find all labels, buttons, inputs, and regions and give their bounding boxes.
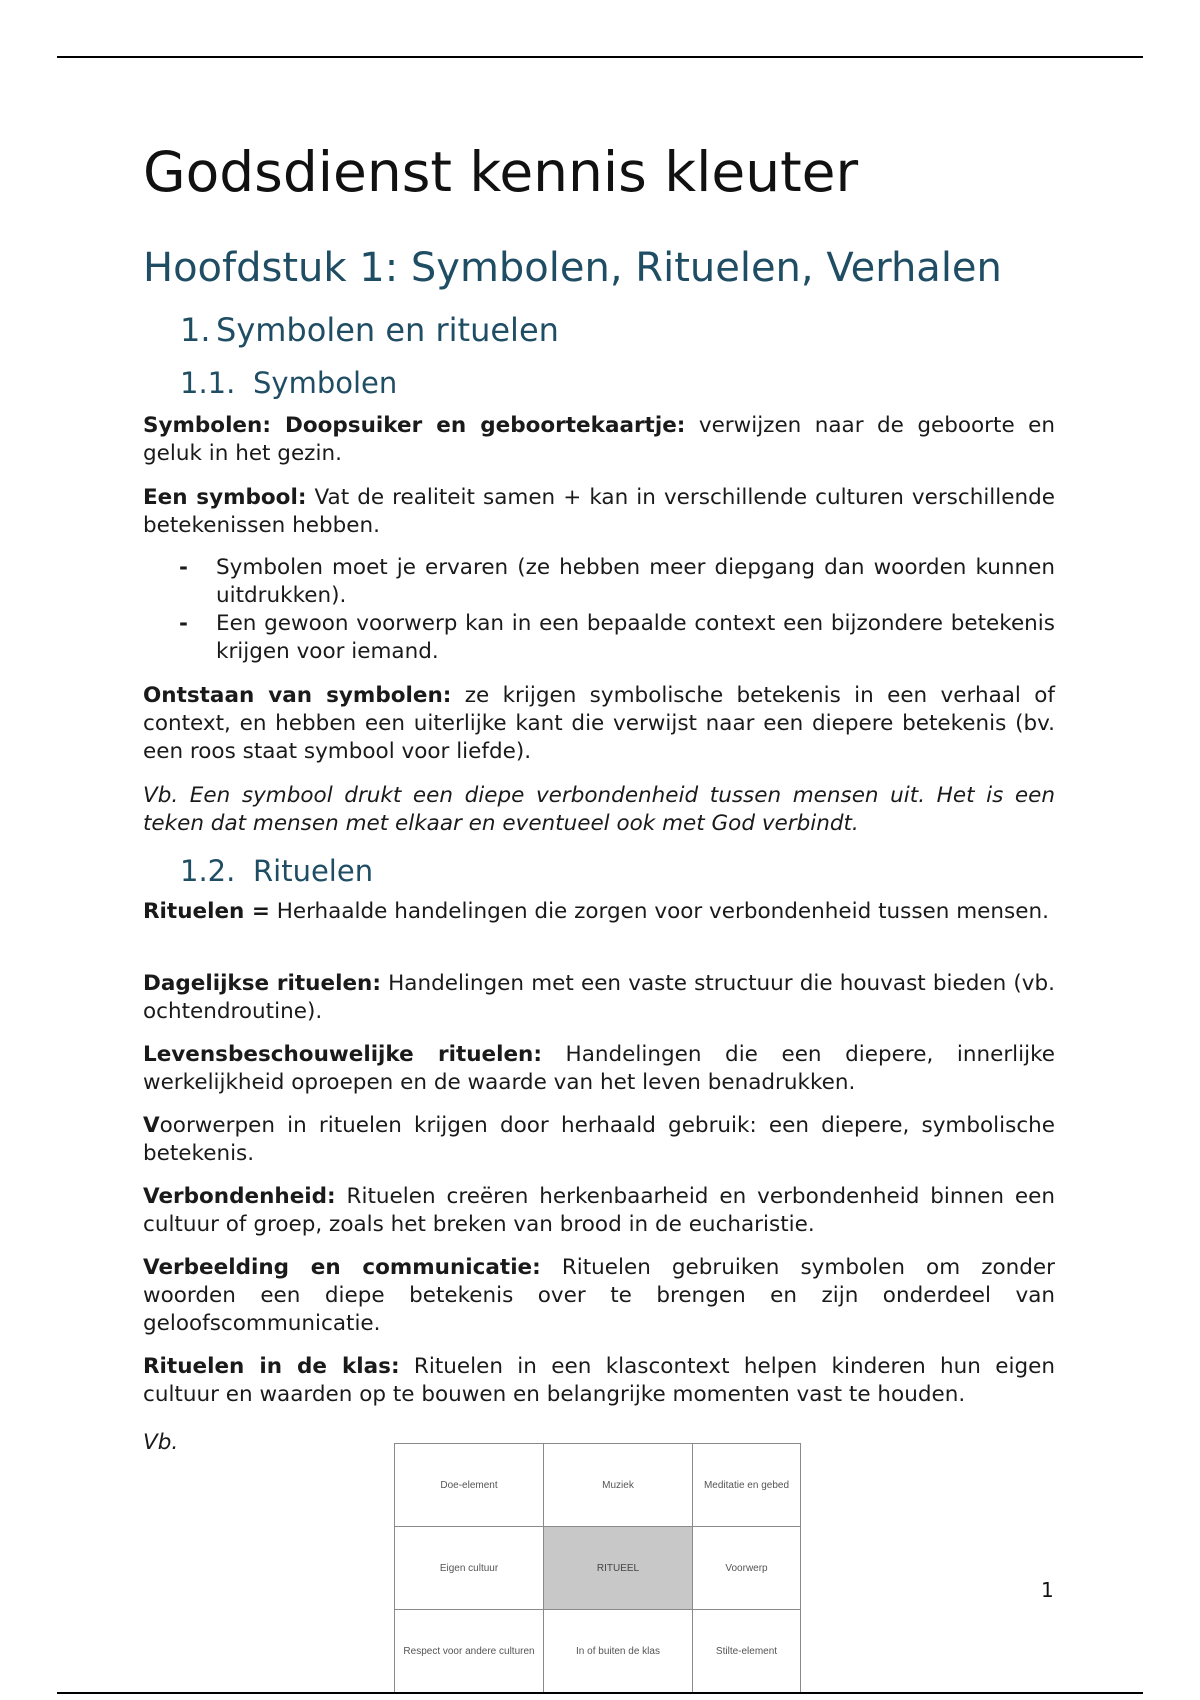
definition: Herhaalde handelingen die zorgen voor verbondenheid tussen mensen. (269, 899, 1049, 924)
term: Symbolen: Doopsuiker en geboortekaartje: (143, 413, 686, 438)
definition: verwijzen naar de geboorte en geluk in het gezin. (143, 413, 1055, 466)
paragraph-ontstaan-van-symbolen (143, 682, 1055, 766)
definition: Rituelen gebruiken symbolen om zonder woorden een diepe betekenis over te brengen en zijn onderdeel van geloofscommunicatie. (143, 1255, 1055, 1336)
top-rule (57, 56, 1143, 58)
paragraph-rituelen-in-de-klas (143, 1353, 1055, 1409)
definition: Rituelen in een klascontext helpen kinderen hun eigen cultuur en waarden op te bouwen en belangrijke momenten vast te houden. (143, 1354, 1055, 1407)
dash-bullet: - (179, 555, 188, 580)
subsection-label: Symbolen (253, 366, 398, 400)
section-label: Symbolen en rituelen (216, 311, 559, 349)
paragraph-levensbeschouwelijke-rituelen (143, 1041, 1055, 1097)
grid-cell-meditatie-en-gebed: Meditatie en gebed (693, 1444, 801, 1527)
subsection-number: 1.2. (180, 854, 236, 888)
grid-cell-eigen-cultuur: Eigen cultuur (395, 1527, 544, 1610)
term: Verbondenheid: (143, 1184, 336, 1209)
list-item-text: Een gewoon voorwerp kan in een bepaalde context een bijzondere betekenis krijgen voor iemand. (216, 611, 1055, 664)
page-number: 1 (1041, 1578, 1054, 1602)
paragraph-symbolen-doopsuiker (143, 412, 1055, 468)
subsection-label: Rituelen (253, 854, 374, 888)
term: Ontstaan van symbolen: (143, 683, 452, 708)
paragraph-verbondenheid (143, 1183, 1055, 1239)
grid-row (395, 1610, 801, 1693)
grid-cell-stilte-element: Stilte-element (693, 1610, 801, 1693)
definition: Handelingen die een diepere, innerlijke werkelijkheid oproepen en de waarde van het leven benadrukken. (143, 1042, 1056, 1095)
subsection-heading-symbolen (180, 366, 397, 400)
term: Dagelijkse rituelen: (143, 971, 381, 996)
subsection-heading-rituelen (180, 854, 373, 888)
term: V (143, 1113, 160, 1138)
term: Levensbeschouwelijke rituelen: (143, 1042, 542, 1067)
grid-cell-doe-element: Doe-element (395, 1444, 544, 1527)
paragraph-verbeelding-en-communicatie (143, 1254, 1055, 1338)
grid-cell-in-of-buiten-de-klas: In of buiten de klas (544, 1610, 693, 1693)
term: Rituelen = (143, 899, 270, 924)
term: Verbeelding en communicatie: (143, 1255, 541, 1280)
paragraph-dagelijkse-rituelen (143, 970, 1055, 1026)
section-number: 1. (180, 311, 211, 349)
dash-bullet: - (179, 611, 188, 636)
grid-cell-voorwerp: Voorwerp (693, 1527, 801, 1610)
paragraph-rituelen-definitie (143, 898, 1055, 926)
symbolen-bullet-list (143, 554, 1055, 666)
definition: Handelingen met een vaste structuur die houvast bieden (vb. ochtendroutine). (143, 971, 1055, 1024)
definition: ze krijgen symbolische betekenis in een verhaal of context, en hebben een uiterlijke kant die verwijst naar een diepere betekenis (bv. een roos staat symbool voor liefde). (143, 683, 1055, 764)
definition: oorwerpen in rituelen krijgen door herhaald gebruik: een diepere, symbolische betekenis. (143, 1113, 1055, 1166)
grid-cell-muziek: Muziek (544, 1444, 693, 1527)
subsection-number: 1.1. (180, 366, 236, 400)
section-heading-symbolen-en-rituelen (180, 311, 559, 349)
definition: Vat de realiteit samen + kan in verschillende culturen verschillende betekenissen hebben. (143, 485, 1055, 538)
grid-cell-respect-voor-andere-culturen: Respect voor andere culturen (395, 1610, 544, 1693)
definition: Rituelen creëren herkenbaarheid en verbondenheid binnen een cultuur of groep, zoals het breken van brood in de eucharistie. (143, 1184, 1055, 1237)
paragraph-voorwerpen (143, 1112, 1055, 1168)
example-label: Vb. (143, 1430, 179, 1455)
grid-cell-ritueel-center: RITUEEL (544, 1527, 693, 1610)
ritueel-diagram-grid (394, 1443, 801, 1693)
bottom-rule (57, 1692, 1143, 1694)
grid-row (395, 1444, 801, 1527)
term: Rituelen in de klas: (143, 1354, 400, 1379)
chapter-heading: Hoofdstuk 1: Symbolen, Rituelen, Verhalen (143, 245, 1002, 291)
grid-row (395, 1527, 801, 1610)
example-paragraph-symbool: Vb. Een symbool drukt een diepe verbondenheid tussen mensen uit. Het is een teken dat mensen met elkaar en eventueel ook met God verbindt. (143, 783, 1055, 836)
paragraph-een-symbool (143, 484, 1055, 540)
list-item (143, 610, 1055, 666)
list-item (143, 554, 1055, 610)
document-title: Godsdienst kennis kleuter (143, 140, 859, 204)
term: Een symbool: (143, 485, 307, 510)
list-item-text: Symbolen moet je ervaren (ze hebben meer diepgang dan woorden kunnen uitdrukken). (216, 555, 1055, 608)
